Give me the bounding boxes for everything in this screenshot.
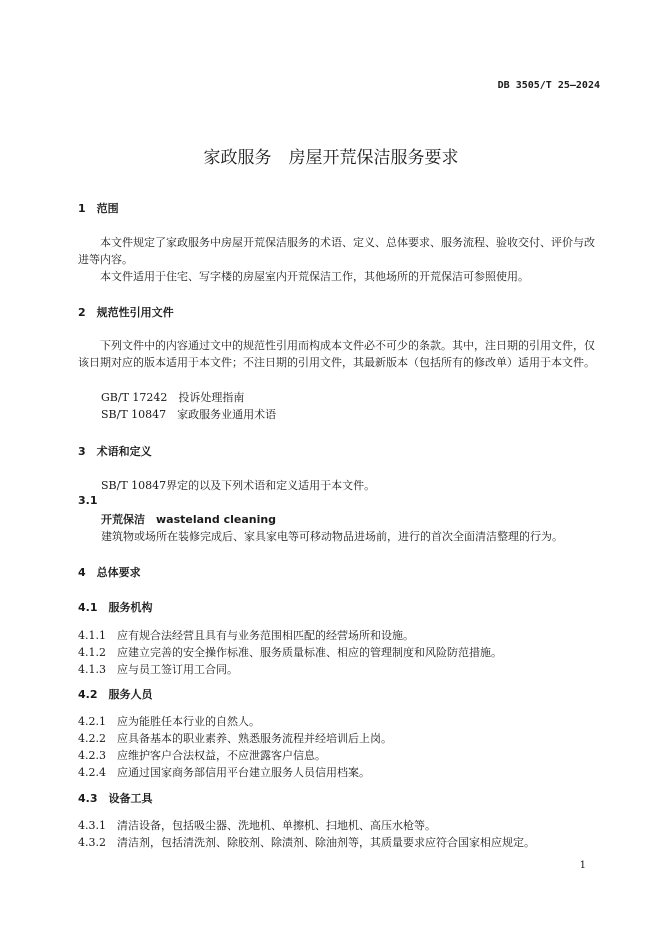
section-4-heading: 4 总体要求 xyxy=(78,566,141,579)
clause-4-2-4: 4.2.4 应通过国家商务部信用平台建立服务人员信用档案。 xyxy=(78,766,370,779)
section-4-1-heading: 4.1 服务机构 xyxy=(78,601,153,614)
term-name: 开荒保洁 wasteland cleaning xyxy=(101,513,277,526)
clause-4-3-2: 4.3.2 清洁剂，包括清洗剂、除胶剂、除渍剂、除油剂等，其质量要求应符合国家相应规定。 xyxy=(78,836,535,849)
section-1-heading: 1 范围 xyxy=(78,202,119,215)
section-3-paragraph: SB/T 10847界定的以及下列术语和定义适用于本文件。 xyxy=(101,479,376,492)
clause-4-2-1: 4.2.1 应为能胜任本行业的自然人。 xyxy=(78,715,260,728)
clause-4-1-2: 4.1.2 应建立完善的安全操作标准、服务质量标准、相应的管理制度和风险防范措施。 xyxy=(78,646,502,659)
section-2-paragraph: 下列文件中的内容通过文中的规范性引用而构成本文件必不可少的条款。其中，注日期的引用文件，仅该日期对应的版本适用于本文件；不注日期的引用文件，其最新版本（包括所有的修改单）适用于本文件。 xyxy=(78,339,595,369)
clause-4-1-1: 4.1.1 应有规合法经营且具有与业务范围相匹配的经营场所和设施。 xyxy=(78,629,414,642)
section-1-paragraph-2: 本文件适用于住宅、写字楼的房屋室内开荒保洁工作，其他场所的开荒保洁可参照使用。 xyxy=(100,270,529,283)
section-2-heading: 2 规范性引用文件 xyxy=(78,306,174,319)
clause-4-3-1: 4.3.1 清洁设备，包括吸尘器、洗地机、单擦机、扫地机、高压水枪等。 xyxy=(78,819,436,832)
section-4-2-heading: 4.2 服务人员 xyxy=(78,688,153,701)
term-definition: 建筑物或场所在装修完成后、家具家电等可移动物品进场前，进行的首次全面清洁整理的行为。 xyxy=(101,530,563,543)
section-3-heading: 3 术语和定义 xyxy=(78,445,152,458)
standard-code: DB 3505/T 25—2024 xyxy=(497,80,600,91)
document-title: 家政服务 房屋开荒保洁服务要求 xyxy=(203,148,459,168)
normative-reference-2: SB/T 10847 家政服务业通用术语 xyxy=(101,408,277,421)
clause-4-2-2: 4.2.2 应具备基本的职业素养、熟悉服务流程并经培训后上岗。 xyxy=(78,732,392,745)
page-number: 1 xyxy=(579,860,586,871)
clause-4-1-3: 4.1.3 应与员工签订用工合同。 xyxy=(78,663,238,676)
section-4-3-heading: 4.3 设备工具 xyxy=(78,792,153,805)
term-number: 3.1 xyxy=(78,494,98,507)
normative-reference-1: GB/T 17242 投诉处理指南 xyxy=(101,391,245,404)
clause-4-2-3: 4.2.3 应维护客户合法权益，不应泄露客户信息。 xyxy=(78,749,326,762)
section-1-paragraph-1: 本文件规定了家政服务中房屋开荒保洁服务的术语、定义、总体要求、服务流程、验收交付、评价与改进等内容。 xyxy=(78,236,595,266)
